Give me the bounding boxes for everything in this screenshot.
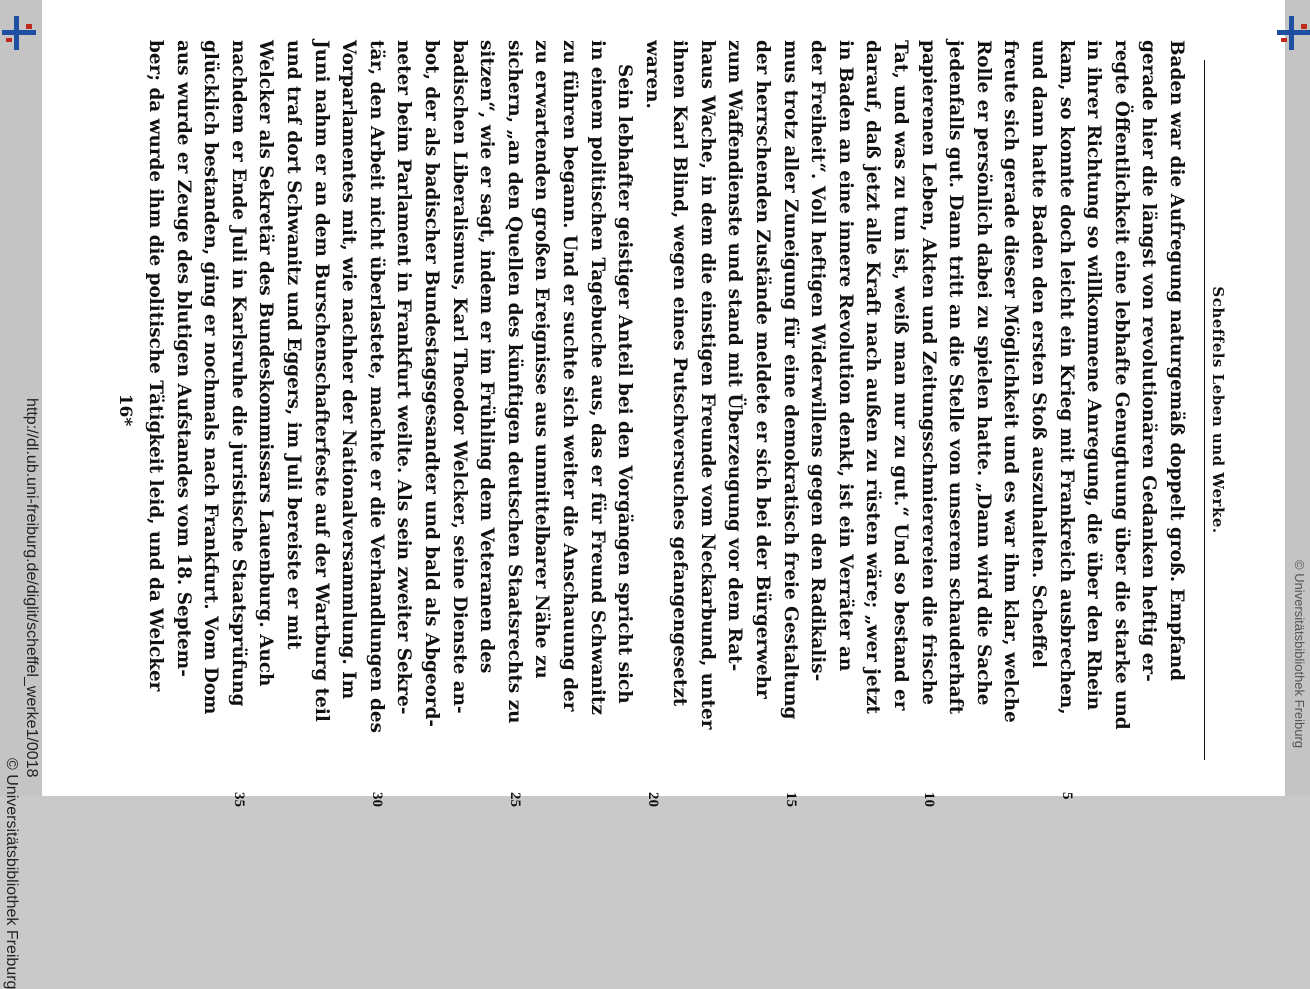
ub-freiburg-logo-icon: [1277, 16, 1310, 50]
line-text: sitzen“, wie er sagt, indem er im Frühling dem Veteranen des: [476, 40, 498, 674]
text-line: [969, 40, 997, 780]
line-text: Juni nahm er an dem Burschenschafterfeste auf der Wartburg teil: [310, 40, 332, 722]
line-text: zu erwartenden großen Ereignisse aus unmittelbarer Nähe zu: [531, 40, 553, 679]
line-number: 35: [230, 792, 247, 807]
line-text: der herrschenden Zustände meldete er sich bei der Bürgerwehr: [752, 40, 774, 699]
text-line: [859, 40, 887, 780]
line-text: mus trotz aller Zuneigung für eine demokratisch freie Gestaltung: [779, 40, 801, 720]
line-text: Rolle er persönlich dabei zu spielen hatte. „Dann wird die Sache: [972, 40, 994, 706]
line-text: bot, der als badischer Bundestagsgesandter und bald als Abgeord-: [420, 40, 442, 728]
text-line: [804, 40, 832, 780]
line-text: in ihrer Richtung so willkommene Anregung, die über den Rhein: [1083, 40, 1105, 711]
copyright-left: © Universitätsbibliothek Freiburg: [3, 758, 20, 989]
line-text: Baden war die Aufregung naturgemäß doppelt groß. Empfand: [1166, 40, 1187, 681]
line-text: aus wurde er Zeuge des blutigen Aufstandes vom 18. Septem-: [172, 40, 194, 677]
text-line: [473, 40, 501, 780]
text-line: [1107, 40, 1135, 780]
text-line: [362, 40, 390, 807]
line-number: 5: [1058, 792, 1075, 800]
right-margin-strip: [1285, 0, 1310, 796]
text-line: [252, 40, 280, 780]
line-text: gerade hier die längst von revolutionären Gedanken heftig er-: [1138, 40, 1160, 682]
text-line: [279, 40, 307, 780]
line-text: sichern, „an den Quellen des künftigen deutschen Staatsrechts zu: [503, 40, 525, 724]
line-text: der Freiheit“. Voll heftigen Widerwillens gegen den Radikalis-: [807, 40, 829, 682]
text-line: [555, 40, 583, 780]
text-line: [1024, 40, 1052, 780]
line-text: waren.: [641, 40, 663, 109]
text-line: [500, 40, 528, 807]
text-line: [886, 40, 914, 780]
text-line: [914, 40, 942, 807]
line-text: haus Wache, in dem die einstigen Freunde vom Neckarbund, unter: [696, 40, 718, 730]
line-number: 10: [920, 792, 937, 807]
line-number: 15: [782, 792, 799, 807]
text-line: [335, 40, 363, 780]
line-text: nachdem er Ende Juli in Karlsruhe die juristische Staatsprüfung: [227, 40, 249, 707]
line-text: tär, den Arbeit nicht überlastete, machte er die Verhandlungen des: [365, 40, 387, 733]
text-line: [997, 40, 1025, 780]
line-text: badischen Liberalismus, Karl Theodor Welcker, seine Dienste an-: [448, 40, 470, 714]
watermark-url: http://dl.ub.uni-freiburg.de/diglit/scheffel_werke1/0018: [23, 398, 40, 778]
text-line: [831, 40, 859, 780]
line-text: ihnen Karl Blind, wegen eines Putschversuches gefangengesetzt: [669, 40, 691, 707]
line-text: ber; da wurde ihm die politische Tätigkeit leid, und da Welcker: [145, 40, 167, 692]
line-text: Vorparlamentes mit, wie nachher der Nationalversammlung. Im: [338, 40, 360, 700]
running-head: Scheffels Leben und Werke.: [1204, 60, 1227, 760]
line-number: 30: [368, 792, 385, 807]
line-text: freute sich gerade dieser Möglichkeit und es war ihm klar, welche: [1000, 40, 1022, 723]
text-line: [583, 40, 611, 780]
line-text: in Baden an eine innere Revolution denkt, ist ein Verräter an: [834, 40, 856, 672]
book-page-text: [115, 40, 1227, 807]
text-line: [693, 40, 721, 780]
text-line: [390, 40, 418, 780]
text-lines: [141, 40, 1190, 807]
text-line: [749, 40, 777, 780]
line-text: und traf dort Schwanitz und Eggers, im Juli bereiste er mit: [283, 40, 304, 650]
text-line: [197, 40, 225, 780]
left-margin-strip: [0, 0, 42, 989]
ub-freiburg-logo-icon: [2, 16, 36, 50]
line-number: 25: [506, 792, 523, 807]
text-line: [141, 40, 169, 780]
text-line: [1052, 40, 1080, 800]
line-text: zum Waffendienste und stand mit Überzeugung vor dem Rat-: [724, 40, 746, 672]
text-line: [611, 40, 639, 780]
line-text: papierenen Leben, Akten und Zeitungsschmierereien die frische: [917, 40, 939, 705]
line-text: Welcker als Sekretär des Bundeskommissars Lauenburg. Auch: [255, 40, 277, 687]
text-line: [169, 40, 197, 780]
text-line: [942, 40, 970, 780]
line-text: in einem politischen Tagebuche aus, das er für Freund Schwanitz: [586, 40, 608, 715]
text-line: [666, 40, 694, 780]
text-line: [528, 40, 556, 780]
line-text: glücklich bestanden, ging er nochmals nach Frankfurt. Vom Dom: [200, 40, 222, 715]
copyright-right: © Universitätsbibliothek Freiburg: [1292, 560, 1307, 749]
text-line: [1162, 40, 1190, 780]
page-number: 16*: [115, 393, 136, 427]
line-text: Sein lebhafter geistiger Anteil bei den Vorgängen spricht sich: [614, 64, 636, 704]
line-text: regte Öffentlichkeit eine lebhafte Genugtuung über die starke und: [1110, 40, 1132, 730]
text-line: [307, 40, 335, 780]
line-number: 20: [644, 792, 661, 807]
text-line: [1135, 40, 1163, 780]
line-text: zu führen begann. Und er suchte sich weiter die Anschauung der: [558, 40, 580, 712]
text-line: [776, 40, 804, 807]
text-line: [638, 40, 666, 807]
text-line: [721, 40, 749, 780]
line-text: jedenfalls gut. Dann tritt an die Stelle von unserem schauderhaft: [945, 40, 967, 715]
text-line: [1080, 40, 1108, 780]
line-text: darauf, daß jetzt alle Kraft nach außen zu rüsten wäre; „wer jetzt: [862, 40, 884, 715]
text-line: [445, 40, 473, 780]
line-text: neter beim Parlament in Frankfurt weilte. Als sein zweiter Sekre-: [393, 40, 415, 715]
text-line: [224, 40, 252, 807]
line-text: kam, so konnte doch leicht ein Krieg mit Frankreich ausbrechen,: [1055, 40, 1077, 715]
line-text: Tat, und was zu tun ist, weiß man nur zu gut.“ Und so bestand er: [890, 40, 912, 711]
line-text: und dann hatte Baden den ersten Stoß auszuhalten. Scheffel: [1028, 40, 1050, 668]
text-line: [417, 40, 445, 780]
